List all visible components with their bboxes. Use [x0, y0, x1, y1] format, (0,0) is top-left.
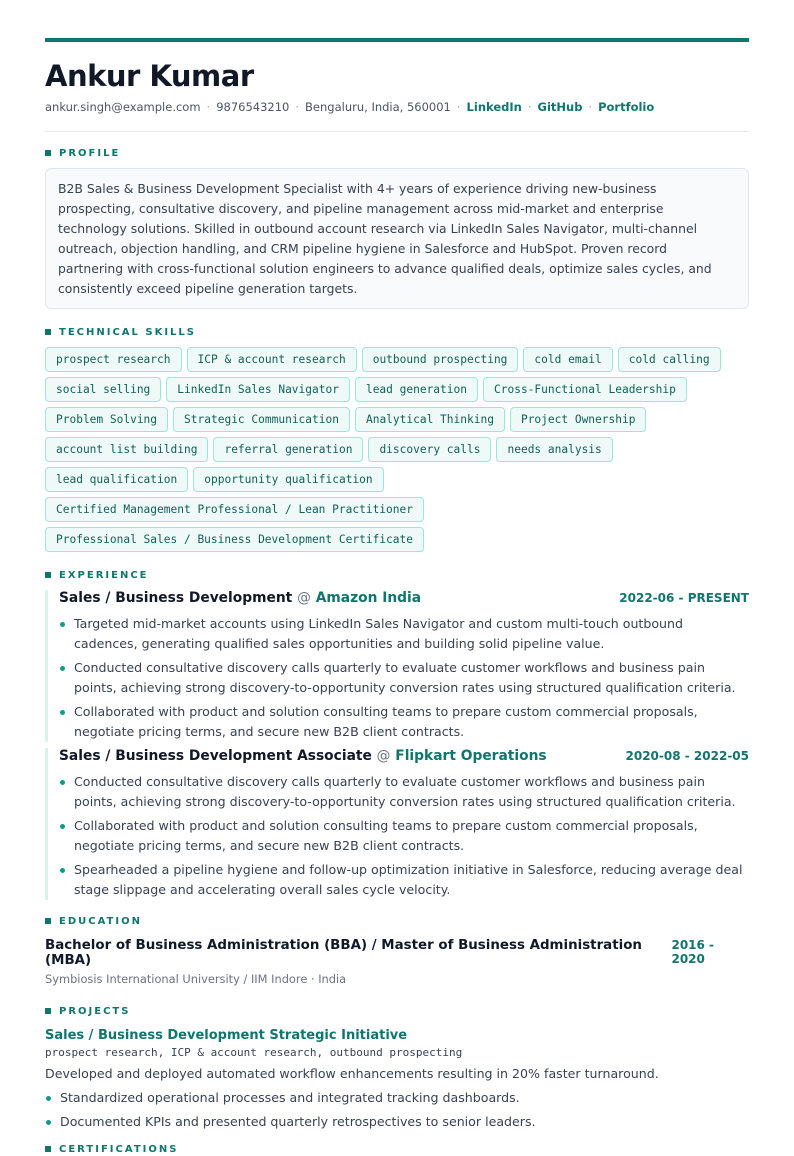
list-item: Conducted consultative discovery calls quarterly to evaluate customer workflows and business pain points, achieving strong discovery-to-opportunity conversion rates using structured qualification criteria.	[59, 772, 749, 812]
skill-chip: cold email	[523, 347, 612, 372]
section-title-profile: PROFILE	[45, 146, 749, 160]
section-title-skills: TECHNICAL SKILLS	[45, 325, 749, 339]
education-dates: 2016 - 2020	[671, 938, 715, 966]
list-item: Spearheaded a pipeline hygiene and follow-up optimization initiative in Salesforce, reducing average deal stage slippage and accelerating overall sales cycle velocity.	[59, 860, 749, 900]
skill-chip: prospect research	[45, 347, 182, 372]
list-item: Conducted consultative discovery calls quarterly to evaluate customer workflows and business pain points, achieving strong discovery-to-opportunity conversion rates using structured qualification criteria.	[59, 658, 749, 698]
section-title-projects: PROJECTS	[45, 1004, 749, 1018]
project-entry	[45, 1028, 749, 1132]
company-name: Amazon India	[315, 590, 422, 606]
section-marker-icon	[45, 150, 51, 156]
section-marker-icon	[45, 1146, 51, 1152]
skill-chip: social selling	[45, 377, 161, 402]
job-dates: 2022-06 - PRESENT	[619, 591, 749, 605]
skill-chip: Project Ownership	[510, 407, 647, 432]
skill-chip: Professional Sales / Business Development Certificate	[45, 527, 424, 552]
skill-chip: lead qualification	[45, 467, 188, 492]
resume-page	[45, 0, 749, 1156]
portfolio-link[interactable]: Portfolio	[598, 100, 655, 114]
section-marker-icon	[45, 918, 51, 924]
project-tags: prospect research, ICP & account research, outbound prospecting	[45, 1046, 463, 1059]
skill-chip: discovery calls	[368, 437, 491, 462]
job-title: Sales / Business Development Associate @ Flipkart Operations	[59, 748, 547, 764]
contact-location: Bengaluru, India, 560001	[305, 100, 451, 114]
github-link[interactable]: GitHub	[537, 100, 583, 114]
section-title-certifications: CERTIFICATIONS	[45, 1142, 749, 1156]
company-name: Flipkart Operations	[395, 748, 547, 764]
list-item: Collaborated with product and solution consulting teams to prepare custom commercial proposals, negotiate pricing terms, and secure new B2B client contracts.	[59, 816, 749, 856]
experience-entry	[45, 590, 749, 742]
skill-chip: Problem Solving	[45, 407, 168, 432]
skill-chip: cold calling	[618, 347, 721, 372]
project-title: Sales / Business Development Strategic Initiative	[45, 1028, 408, 1043]
contact-line: ankur.singh@example.com · 9876543210 · Bengaluru, India, 560001 · LinkedIn · GitHub · Portfolio	[45, 100, 655, 114]
candidate-name: Ankur Kumar	[45, 59, 254, 93]
list-item: Targeted mid-market accounts using LinkedIn Sales Navigator and custom multi-touch outbound cadences, generating qualified sales opportunities and building solid pipeline value.	[59, 614, 749, 654]
linkedin-link[interactable]: LinkedIn	[466, 100, 522, 114]
section-marker-icon	[45, 1008, 51, 1014]
list-item: Collaborated with product and solution consulting teams to prepare custom commercial proposals, negotiate pricing terms, and secure new B2B client contracts.	[59, 702, 749, 742]
job-title: Sales / Business Development @ Amazon India	[59, 590, 422, 606]
experience-entry	[45, 748, 749, 900]
contact-phone[interactable]: 9876543210	[216, 100, 290, 114]
skill-chip: needs analysis	[496, 437, 612, 462]
project-description: Developed and deployed automated workflow enhancements resulting in 20% faster turnaround.	[45, 1066, 659, 1081]
experience-list	[45, 590, 749, 900]
section-marker-icon	[45, 572, 51, 578]
skill-chip: ICP & account research	[187, 347, 357, 372]
contact-email[interactable]: ankur.singh@example.com	[45, 100, 201, 114]
skill-chip: LinkedIn Sales Navigator	[166, 377, 350, 402]
skill-chip: referral generation	[213, 437, 363, 462]
degree: Bachelor of Business Administration (BBA) / Master of Business Administration (MBA)	[45, 938, 642, 968]
skill-chip: lead generation	[355, 377, 478, 402]
list-item: Documented KPIs and presented quarterly retrospectives to senior leaders.	[45, 1112, 749, 1132]
school: Symbiosis International University / IIM Indore · India	[45, 972, 347, 986]
section-marker-icon	[45, 329, 51, 335]
skill-chip: Strategic Communication	[173, 407, 350, 432]
job-dates: 2020-08 - 2022-05	[625, 749, 749, 763]
section-title-experience: EXPERIENCE	[45, 568, 749, 582]
list-item: Standardized operational processes and integrated tracking dashboards.	[45, 1088, 749, 1108]
skill-chip: Certified Management Professional / Lean Practitioner	[45, 497, 424, 522]
section-title-education: EDUCATION	[45, 914, 749, 928]
skill-chip: Analytical Thinking	[355, 407, 505, 432]
education-entry	[45, 938, 749, 986]
skills-list	[45, 347, 749, 552]
top-accent-rule	[45, 38, 749, 42]
header-divider	[45, 131, 749, 132]
skill-chip: Cross-Functional Leadership	[483, 377, 687, 402]
skill-chip: account list building	[45, 437, 208, 462]
skill-chip: outbound prospecting	[362, 347, 519, 372]
skill-chip: opportunity qualification	[193, 467, 383, 492]
profile-summary: B2B Sales & Business Development Specialist with 4+ years of experience driving new-business prospecting, consultative discovery, and pipeline management across mid-market and enterprise technology solutions. Skilled in outbound account research via LinkedIn Sales Navigator, multi-channel outreach, objection handling, and CRM pipeline hygiene in Salesforce and HubSpot. Proven record partnering with cross-functional solution engineers to advance qualified deals, optimize sales cycles, and consistently exceed pipeline generation targets.	[45, 168, 749, 309]
